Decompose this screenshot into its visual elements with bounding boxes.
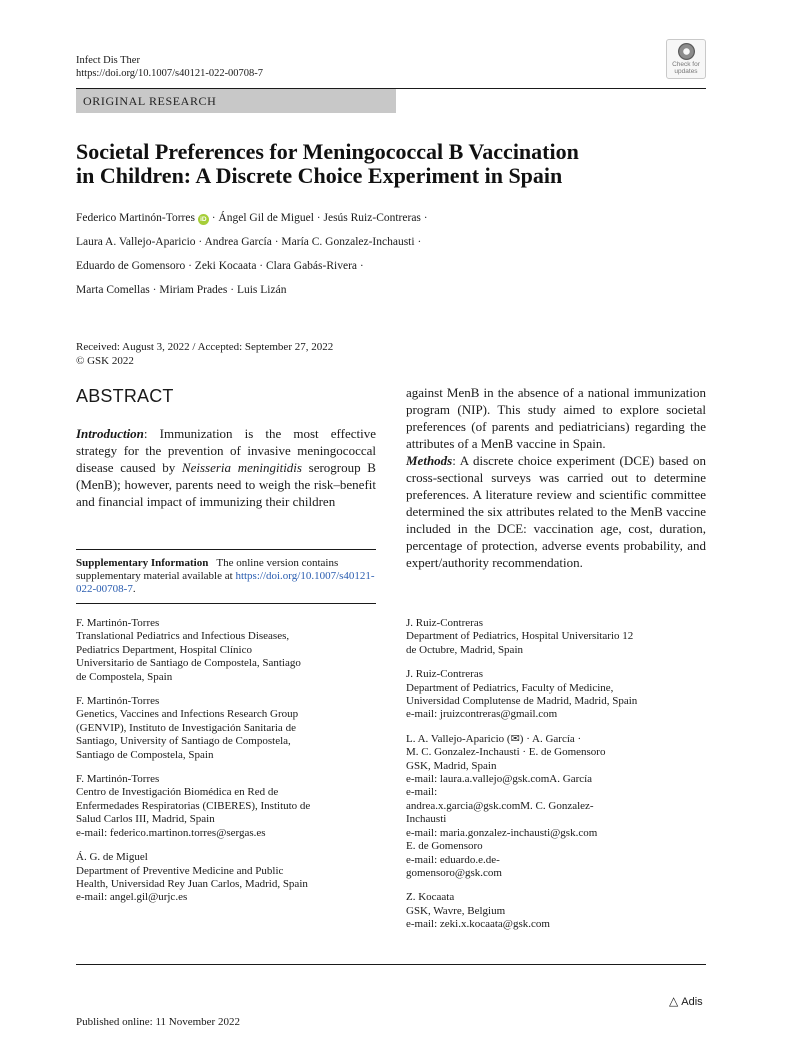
journal-header: [76, 54, 263, 80]
orcid-icon[interactable]: iD: [198, 214, 209, 225]
affiliation-line: e-mail: maria.gonzalez-inchausti@gsk.com: [406, 826, 598, 839]
affiliations-left: [76, 617, 376, 916]
affiliation-block: [406, 733, 706, 880]
affiliation-line: F. Martinón-Torres: [76, 617, 160, 629]
abstract-right-column: [406, 384, 706, 571]
author-line-4: Marta Comellas · Miriam Prades · Luis Lizán: [76, 284, 287, 296]
affiliation-line: L. A. Vallejo-Aparicio (✉) · A. García ·: [406, 732, 582, 745]
affiliation-block: [76, 695, 376, 762]
affiliations-right: [406, 617, 706, 943]
affiliation-block: [406, 668, 706, 722]
section-label: ORIGINAL RESEARCH: [76, 89, 396, 113]
methods-label: Methods: [406, 453, 453, 468]
introduction-label: Introduction: [76, 426, 144, 441]
supplementary-link[interactable]: https://doi.org/10.1007/s40121-022-00708-7: [76, 570, 375, 595]
affiliation-line: M. C. Gonzalez-Inchausti · E. de Gomensoro: [406, 746, 606, 759]
affiliation-line: E. de Gomensoro: [406, 840, 483, 853]
author-line-3: Eduardo de Gomensoro · Zeki Kocaata · Clara Gabás-Rivera ·: [76, 260, 364, 272]
affiliation-line: e-mail: jruizcontreras@gmail.com: [406, 708, 558, 721]
check-badge-text-2: updates: [674, 68, 698, 75]
introduction-text-a: : Immunization is the most effective strategy for the prevention of invasive meningococcal disease caused by: [76, 426, 376, 475]
affiliation-line: (GENVIP), Instituto de Investigación Sanitaria de: [76, 721, 296, 734]
affiliation-line: e-mail: eduardo.e.de-: [406, 853, 500, 866]
affiliation-line: J. Ruiz-Contreras: [406, 617, 483, 629]
abstract-heading: ABSTRACT: [76, 386, 174, 406]
affiliation-block: [406, 891, 706, 931]
abstract-left-column: [76, 425, 376, 510]
author-line-2: Laura A. Vallejo-Aparicio · Andrea García · María C. Gonzalez-Inchausti ·: [76, 236, 422, 248]
introduction-text-b: serogroup B (MenB); however, parents need to weigh the risk–benefit and financial impact of immunizing their children: [76, 460, 376, 509]
author-names: · Ángel Gil de Miguel · Jesús Ruiz-Contreras ·: [211, 212, 428, 224]
affiliation-line: de Compostela, Spain: [76, 670, 173, 683]
affiliation-line: Santiago, University of Santiago de Compostela,: [76, 735, 291, 748]
title-line-1: Societal Preferences for Meningococcal B Vaccination: [76, 139, 579, 164]
affiliation-line: GSK, Wavre, Belgium: [406, 904, 506, 917]
supplementary-label: Supplementary Information: [76, 557, 209, 569]
species-name: Neisseria meningitidis: [181, 460, 302, 475]
title-line-2: in Children: A Discrete Choice Experiment in Spain: [76, 163, 563, 188]
affiliation-line: Health, Universidad Rey Juan Carlos, Madrid, Spain: [76, 877, 308, 890]
affiliation-line: Universitario de Santiago de Compostela, Santiago: [76, 657, 301, 670]
publisher-name: Adis: [681, 996, 703, 1008]
affiliation-line: Inchausti: [406, 813, 447, 826]
journal-name: Infect Dis Ther: [76, 55, 140, 66]
affiliation-line: Translational Pediatrics and Infectious Diseases,: [76, 630, 290, 643]
affiliation-line: Santiago de Compostela, Spain: [76, 748, 214, 761]
introduction-continued: against MenB in the absence of a national immunization program (NIP). This study aimed to explore societal preferences (of parents and pediatricians) regarding the attributes of a MenB vaccine in Spain.: [406, 385, 706, 451]
author-name[interactable]: Federico Martinón-Torres: [76, 212, 195, 224]
article-dates: [76, 340, 333, 368]
affiliation-line: F. Martinón-Torres: [76, 695, 160, 708]
affiliation-line: e-mail: federico.martinon.torres@sergas.es: [76, 826, 266, 839]
affiliation-line: GSK, Madrid, Spain: [406, 759, 497, 772]
supplementary-rule: [76, 549, 376, 550]
affiliation-line: Enfermedades Respiratorias (CIBERES), Instituto de: [76, 799, 311, 812]
affiliation-line: Department of Pediatrics, Hospital Universitario 12: [406, 630, 634, 643]
publisher-logo: [669, 994, 703, 1008]
affiliation-line: Pediatrics Department, Hospital Clínico: [76, 643, 252, 656]
article-doi[interactable]: https://doi.org/10.1007/s40121-022-00708-7: [76, 68, 264, 79]
affiliation-line: J. Ruiz-Contreras: [406, 668, 483, 681]
adis-triangle-icon: △: [669, 994, 679, 1008]
supplementary-information: [76, 557, 376, 596]
affiliation-line: F. Martinón-Torres: [76, 773, 160, 786]
affiliation-line: Department of Pediatrics, Faculty of Medicine,: [406, 681, 614, 694]
affiliation-line: Salud Carlos III, Madrid, Spain: [76, 813, 215, 826]
affiliation-block: [76, 773, 376, 840]
abstract-methods: [406, 452, 706, 571]
affiliation-line: Universidad Complutense de Madrid, Madrid, Spain: [406, 695, 638, 708]
affiliation-line: e-mail: zeki.x.kocaata@gsk.com: [406, 918, 550, 931]
affiliation-line: Z. Kocaata: [406, 891, 455, 904]
methods-text: : A discrete choice experiment (DCE) based on cross-sectional surveys was carried out to determine preferences. A literature review and scientific committee determined the six attributes related to the MenB vaccine included in the DCE: vaccination age, cost, duration, percentage of protection, adverse events probability, and expert/authority recommendation.: [406, 453, 706, 570]
affiliation-line: Genetics, Vaccines and Infections Research Group: [76, 708, 299, 721]
article-title: [76, 140, 706, 188]
copyright: © GSK 2022: [76, 355, 134, 367]
affiliation-line: e-mail:: [406, 786, 438, 799]
supplementary-end: .: [132, 583, 136, 595]
abstract-introduction: [76, 425, 376, 510]
affiliation-line: e-mail: angel.gil@urjc.es: [76, 891, 188, 904]
affiliation-line: Á. G. de Miguel: [76, 851, 148, 864]
check-for-updates-badge[interactable]: [666, 39, 706, 79]
supplementary-rule-bottom: [76, 603, 376, 604]
published-online: Published online: 11 November 2022: [76, 1016, 240, 1028]
affiliation-line: e-mail: laura.a.vallejo@gsk.comA. García: [406, 773, 593, 786]
affiliation-line: andrea.x.garcia@gsk.comM. C. Gonzalez-: [406, 799, 594, 812]
author-line-1: [76, 206, 706, 230]
affiliation-line: Centro de Investigación Biomédica en Red de: [76, 786, 279, 799]
affiliation-line: Department of Preventive Medicine and Public: [76, 864, 284, 877]
supplementary-text: The online version contains supplementary material available at: [76, 557, 339, 582]
check-badge-text-1: Check for: [672, 61, 700, 68]
author-list: [76, 206, 706, 302]
crossmark-icon: [678, 43, 695, 60]
affiliation-line: gomensoro@gsk.com: [406, 866, 502, 879]
affiliation-block: [76, 617, 376, 684]
affiliation-block: [76, 851, 376, 905]
received-accepted: Received: August 3, 2022 / Accepted: September 27, 2022: [76, 341, 334, 353]
affiliation-block: [406, 617, 706, 657]
affiliation-line: de Octubre, Madrid, Spain: [406, 643, 523, 656]
footer-rule: [76, 964, 706, 965]
